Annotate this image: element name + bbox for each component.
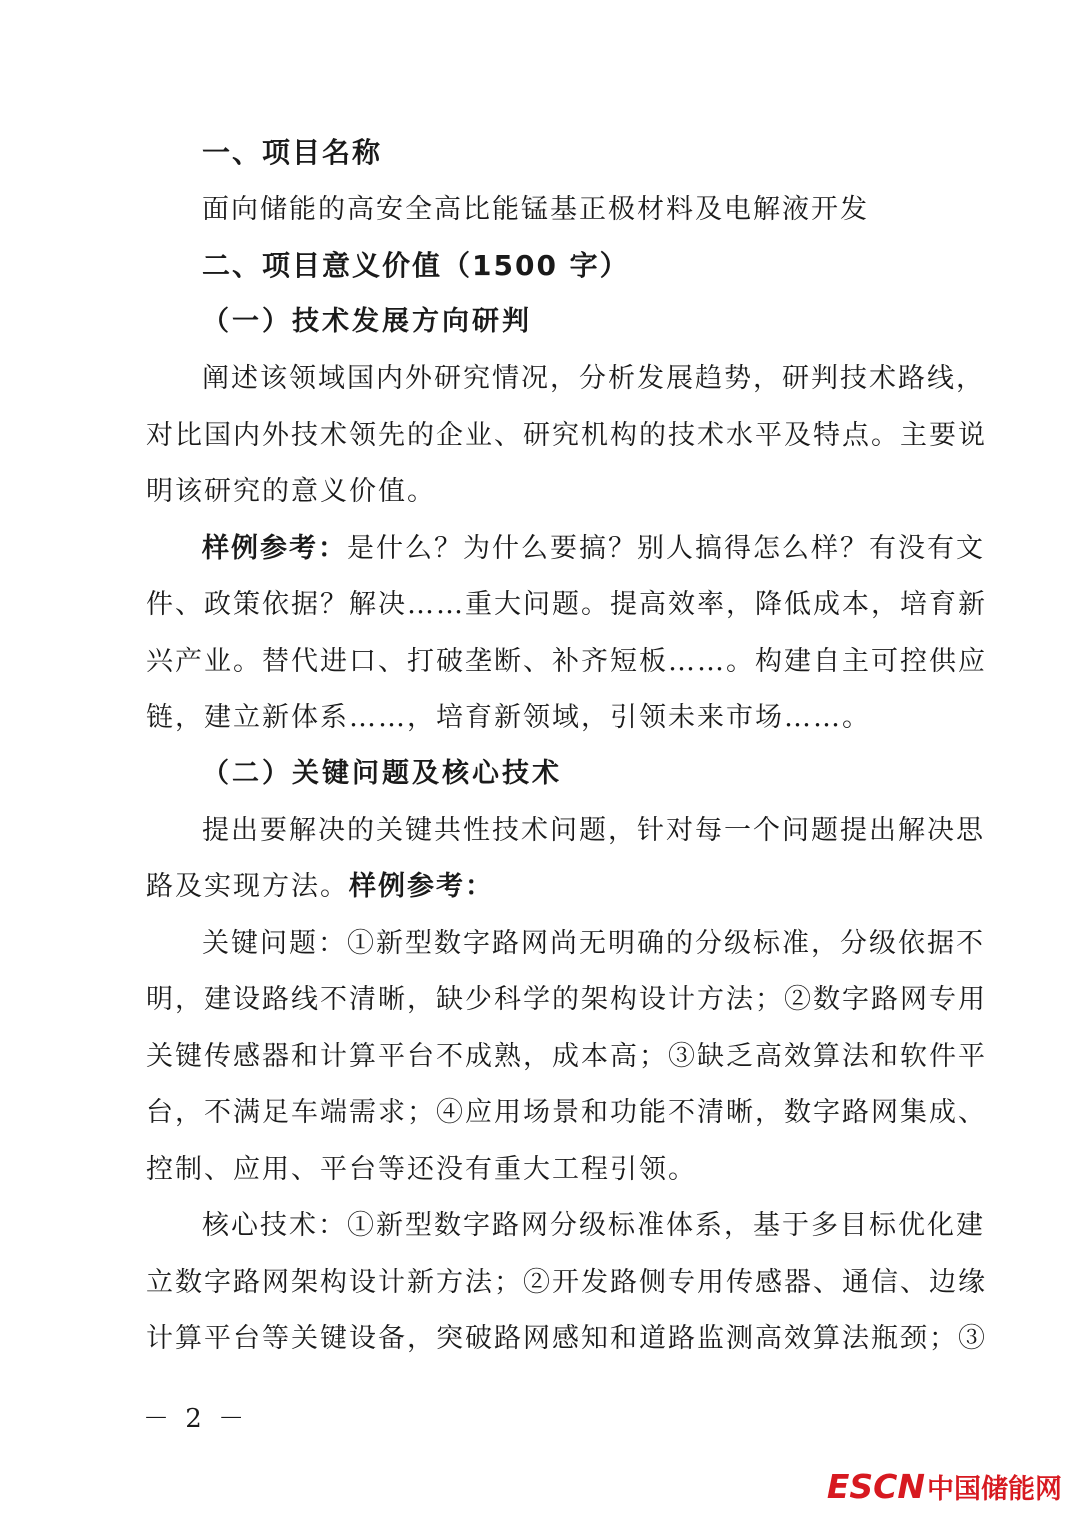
subheading-key-issues: （二）关键问题及核心技术 — [202, 758, 562, 789]
paragraph-line — [146, 867, 494, 907]
sample-label: 样例参考： — [349, 871, 494, 902]
subheading-tech-direction: （一）技术发展方向研判 — [202, 306, 532, 337]
watermark-logo: ESCN — [826, 1467, 925, 1506]
paragraph-line: 关键传感器和计算平台不成熟，成本高；③缺乏高效算法和软件平 — [146, 1041, 987, 1072]
paragraph-line: 立数字路网架构设计新方法；②开发路侧专用传感器、通信、边缘 — [146, 1267, 987, 1298]
paragraph-line: 提出要解决的关键共性技术问题，针对每一个问题提出解决思 — [202, 815, 985, 846]
section-heading-1: 一、项目名称 — [202, 136, 383, 169]
paragraph-line: 兴产业。替代进口、打破垄断、补齐短板……。构建自主可控供应 — [146, 646, 987, 677]
paragraph-line — [202, 529, 985, 569]
paragraph-line: 链，建立新体系……，培育新领域，引领未来市场……。 — [146, 702, 871, 733]
paragraph-line: 对比国内外技术领先的企业、研究机构的技术水平及特点。主要说 — [146, 420, 987, 451]
watermark-site-name: 中国储能网 — [927, 1474, 1062, 1505]
paragraph-line: 台，不满足车端需求；④应用场景和功能不清晰，数字路网集成、 — [146, 1097, 987, 1128]
paragraph-text: 是什么？为什么要搞？别人搞得怎么样？有没有文 — [347, 533, 985, 564]
sample-label: 样例参考： — [202, 533, 347, 564]
paragraph-line: 件、政策依据？解决……重大问题。提高效率，降低成本，培育新 — [146, 589, 987, 620]
paragraph-line: 核心技术：①新型数字路网分级标准体系，基于多目标优化建 — [202, 1210, 985, 1241]
project-name: 面向储能的高安全高比能锰基正极材料及电解液开发 — [202, 194, 869, 225]
site-watermark — [827, 1467, 1062, 1506]
paragraph-line: 阐述该领域国内外研究情况，分析发展趋势，研判技术路线， — [202, 363, 985, 394]
paragraph-text: 路及实现方法。 — [146, 871, 349, 902]
paragraph-line: 计算平台等关键设备，突破路网感知和道路监测高效算法瓶颈；③ — [146, 1323, 987, 1354]
section-heading-2: 二、项目意义价值（1500 字） — [202, 249, 630, 282]
paragraph-line: 控制、应用、平台等还没有重大工程引领。 — [146, 1154, 697, 1185]
page-number: － 2 － — [143, 1404, 249, 1434]
paragraph-line: 明该研究的意义价值。 — [146, 476, 436, 507]
paragraph-line: 明，建设路线不清晰，缺少科学的架构设计方法；②数字路网专用 — [146, 984, 987, 1015]
paragraph-line: 关键问题：①新型数字路网尚无明确的分级标准，分级依据不 — [202, 928, 985, 959]
